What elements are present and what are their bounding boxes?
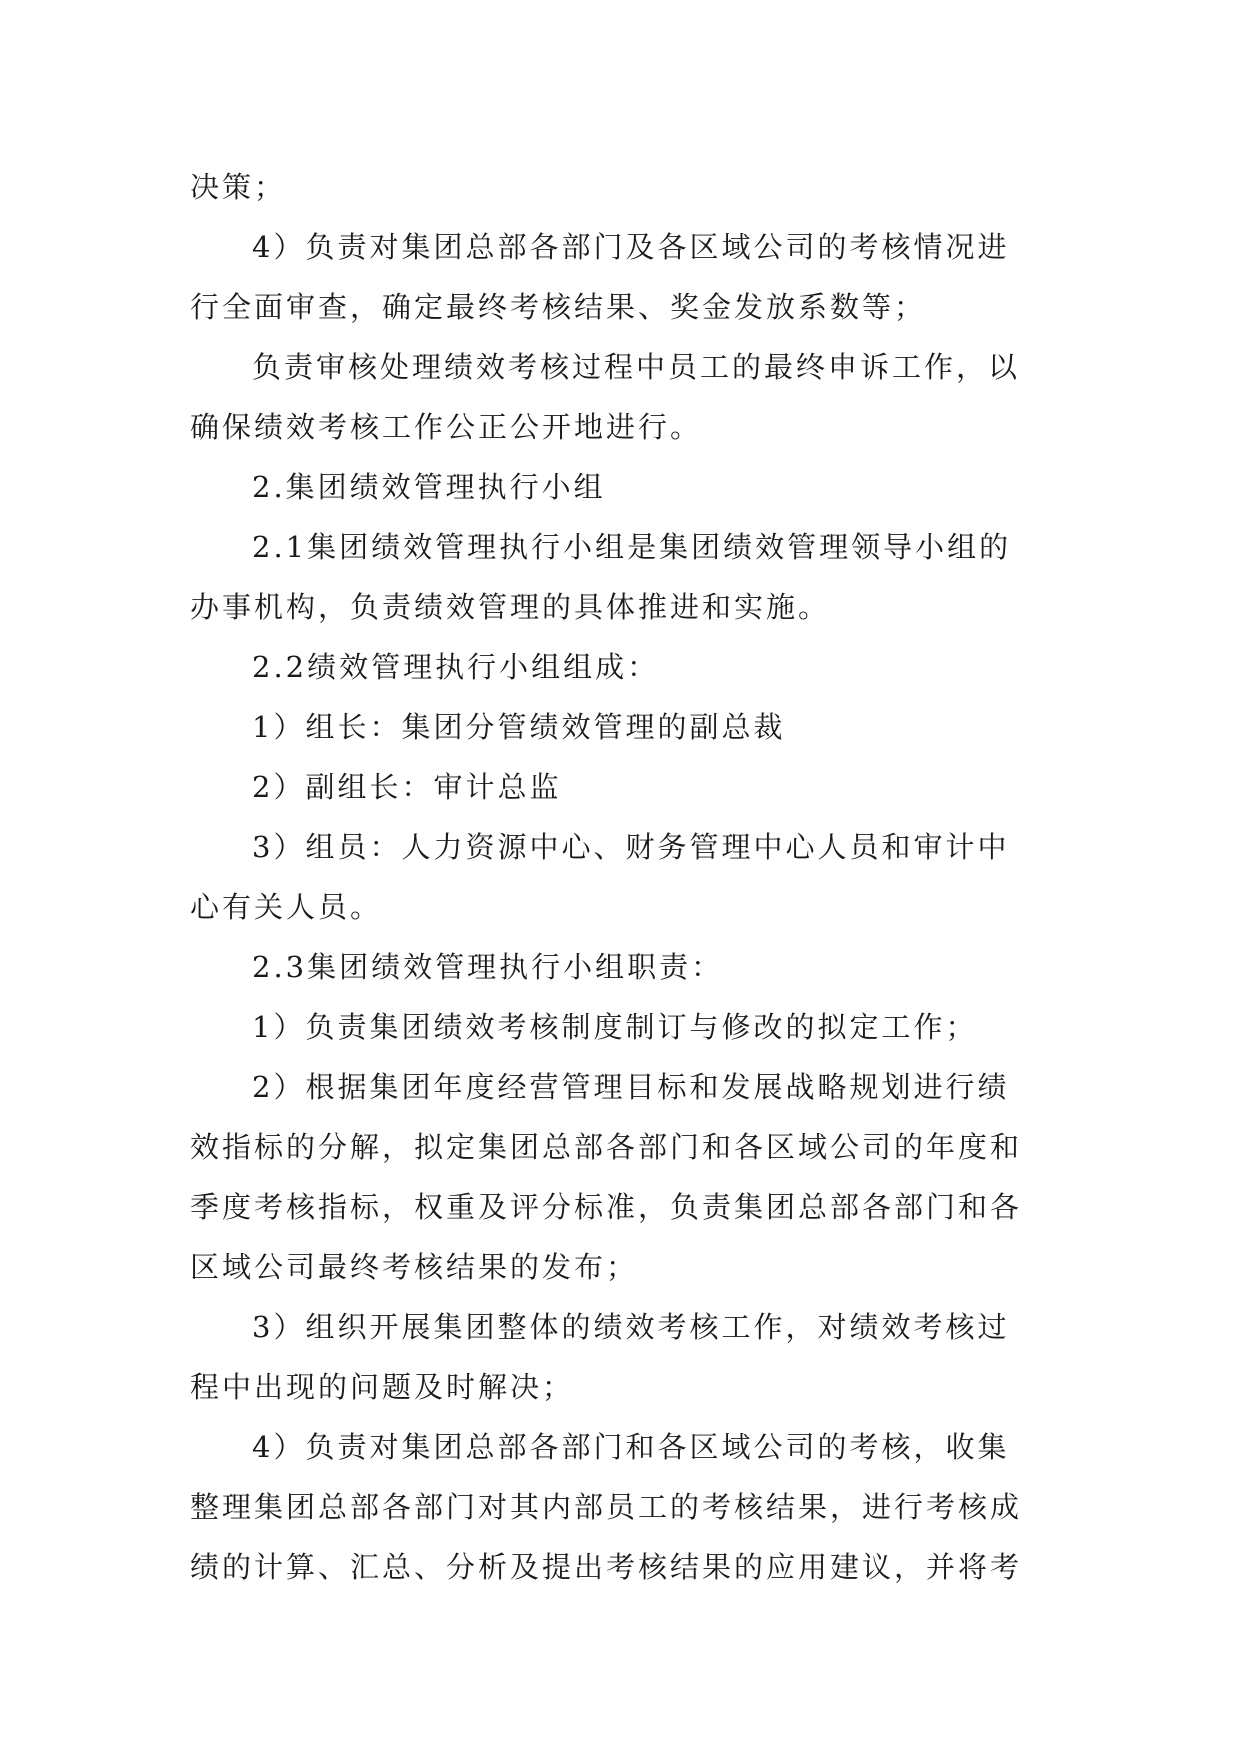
text-line: 效指标的分解，拟定集团总部各部门和各区域公司的年度和	[190, 1130, 1023, 1164]
text-line: 2.3集团绩效管理执行小组职责：	[252, 950, 724, 984]
text-line: 季度考核指标，权重及评分标准，负责集团总部各部门和各	[190, 1190, 1023, 1224]
text-line: 心有关人员。	[190, 890, 383, 924]
text-line: 2.集团绩效管理执行小组	[252, 470, 606, 504]
text-line: 区域公司最终考核结果的发布；	[190, 1250, 639, 1284]
text-line: 2.1集团绩效管理执行小组是集团绩效管理领导小组的	[252, 530, 1012, 564]
text-line: 2.2绩效管理执行小组组成：	[252, 650, 660, 684]
body-text	[190, 157, 1060, 1597]
text-line: 1）组长：集团分管绩效管理的副总裁	[252, 710, 786, 744]
text-line: 2）根据集团年度经营管理目标和发展战略规划进行绩	[252, 1070, 1010, 1104]
text-line: 绩的计算、汇总、分析及提出考核结果的应用建议，并将考	[190, 1550, 1023, 1584]
text-line: 整理集团总部各部门对其内部员工的考核结果，进行考核成	[190, 1490, 1023, 1524]
text-line: 办事机构，负责绩效管理的具体推进和实施。	[190, 590, 831, 624]
text-line: 2）副组长：审计总监	[252, 770, 562, 804]
text-line: 行全面审查，确定最终考核结果、奖金发放系数等；	[190, 290, 927, 324]
text-line: 4）负责对集团总部各部门和各区域公司的考核，收集	[252, 1430, 1010, 1464]
text-line: 4）负责对集团总部各部门及各区域公司的考核情况进	[252, 230, 1010, 264]
text-line: 3）组员：人力资源中心、财务管理中心人员和审计中	[252, 830, 1010, 864]
text-line: 决策；	[190, 170, 287, 204]
text-line: 确保绩效考核工作公正公开地进行。	[190, 410, 703, 444]
text-line: 3）组织开展集团整体的绩效考核工作，对绩效考核过	[252, 1310, 1010, 1344]
text-line: 1）负责集团绩效考核制度制订与修改的拟定工作；	[252, 1010, 978, 1044]
text-line: 负责审核处理绩效考核过程中员工的最终申诉工作，以	[252, 350, 1021, 384]
text-line: 程中出现的问题及时解决；	[190, 1370, 575, 1404]
